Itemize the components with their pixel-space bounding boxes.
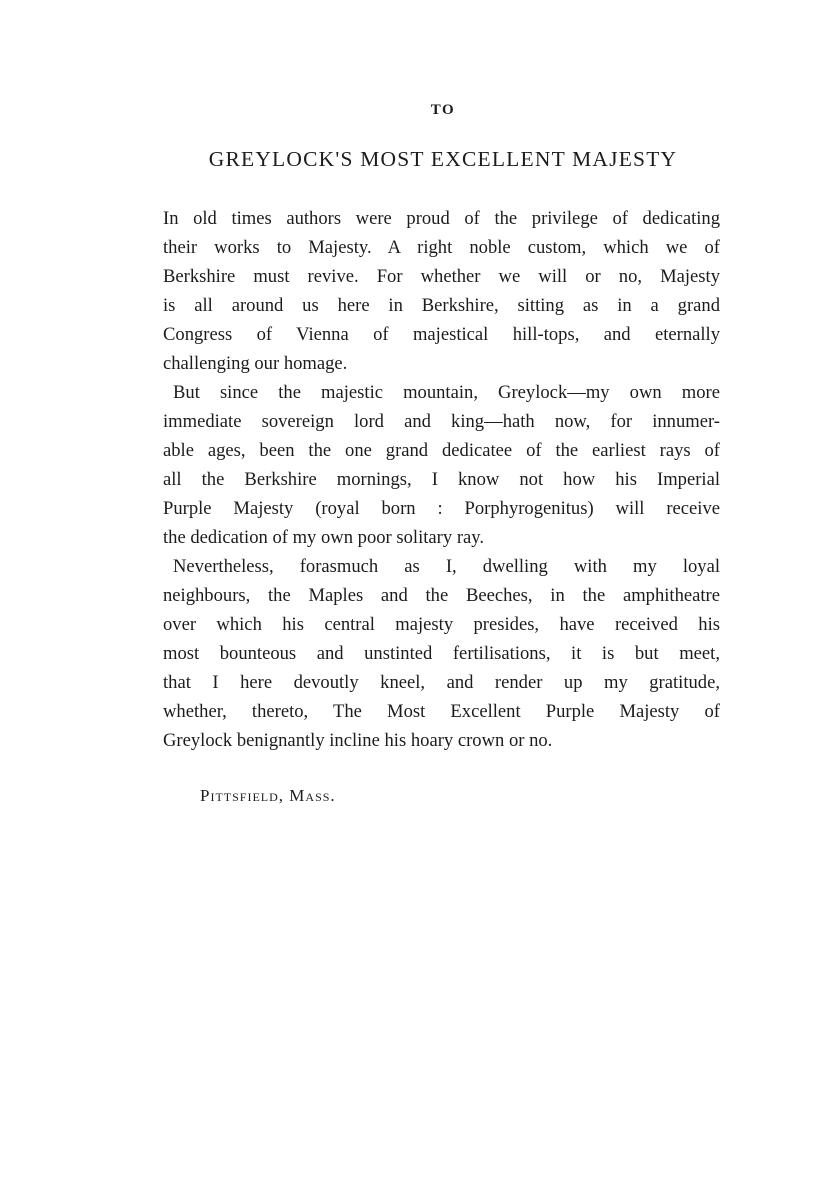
text-line: able ages, been the one grand dedicatee of the earliest rays of	[163, 440, 720, 461]
text-line: neighbours, the Maples and the Beeches, in the amphitheatre	[163, 585, 720, 606]
text-line: But since the majestic mountain, Greylock—my own more	[173, 382, 720, 403]
text-line: whether, thereto, The Most Excellent Purple Majesty of	[163, 701, 720, 722]
paragraph-2	[163, 378, 720, 552]
text-line: Nevertheless, forasmuch as I, dwelling with my loyal	[173, 556, 720, 577]
text-line: challenging our homage.	[163, 353, 348, 374]
paragraph-1	[163, 204, 720, 378]
text-line: all the Berkshire mornings, I know not how his Imperial	[163, 469, 720, 490]
text-line: is all around us here in Berkshire, sitting as in a grand	[163, 295, 720, 316]
signature-place: Pittsfield, Mass.	[200, 786, 336, 805]
text-line: Greylock benignantly incline his hoary crown or no.	[163, 730, 553, 751]
text-line: Purple Majesty (royal born : Porphyrogenitus) will receive	[163, 498, 720, 519]
text-line: their works to Majesty. A right noble custom, which we of	[163, 237, 720, 258]
text-line: Berkshire must revive. For whether we will or no, Majesty	[163, 266, 720, 287]
text-line: most bounteous and unstinted fertilisations, it is but meet,	[163, 643, 720, 664]
text-line: Congress of Vienna of majestical hill-tops, and eternally	[163, 324, 720, 345]
text-line: In old times authors were proud of the privilege of dedicating	[163, 208, 720, 229]
dedication-heading: GREYLOCK'S MOST EXCELLENT MAJESTY	[208, 147, 678, 171]
text-line: over which his central majesty presides, have received his	[163, 614, 720, 635]
dedication-body	[163, 204, 720, 755]
paragraph-3	[163, 552, 720, 755]
dedication-to: TO	[430, 102, 456, 118]
text-line: the dedication of my own poor solitary ray.	[163, 527, 485, 548]
text-line: immediate sovereign lord and king—hath now, for innumer-	[163, 411, 720, 432]
text-line: that I here devoutly kneel, and render up my gratitude,	[163, 672, 720, 693]
